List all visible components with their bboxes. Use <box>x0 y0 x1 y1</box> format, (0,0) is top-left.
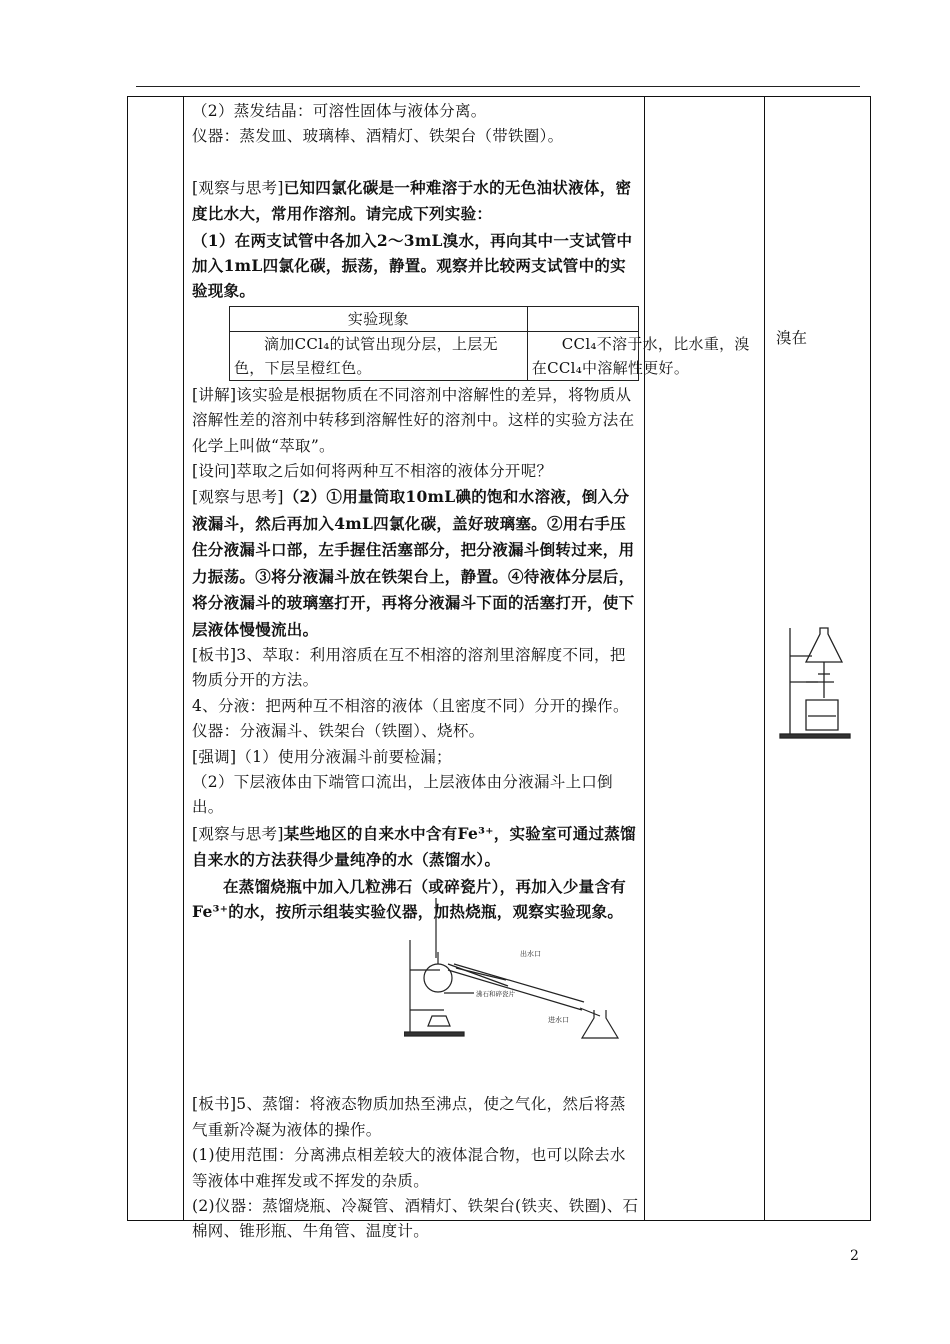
distillation-range: (1)使用范围：分离沸点相差较大的液体混合物，也可以除去水等液体中难挥发或不挥发的杂质。 <box>192 1146 626 1190</box>
separation-definition: 4、分液：把两种互不相溶的液体（且密度不同）分开的操作。 <box>192 696 629 715</box>
table-header-empty <box>527 306 638 331</box>
header-rule <box>136 86 860 87</box>
column-divider <box>644 96 645 1221</box>
question: [设问]萃取之后如何将两种互不相溶的液体分开呢？ <box>192 462 553 481</box>
distillation-procedure: 在蒸馏烧瓶中加入几粒沸石（或碎瓷片），再加入少量含有Fe³⁺的水，按所示组装实验仪器，加热烧瓶，观察实验现象。 <box>192 876 627 921</box>
table-header: 实验现象 <box>230 306 528 331</box>
distillation-instruments: (2)仪器：蒸馏烧瓶、冷凝管、酒精灯、铁架台(铁夹、铁圈)、石棉网、锥形瓶、牛角管、温度计。 <box>192 1197 639 1241</box>
table-cell-phenomenon: 滴加CCl₄的试管出现分层，上层无色，下层呈橙红色。 <box>230 331 528 380</box>
separatory-funnel-figure <box>778 622 856 740</box>
observe-think-2: [观察与思考]（2）①用量筒取10mL碘的饱和水溶液，倒入分液漏斗，然后再加入4mL四氯化碳，盖好玻璃塞。②用右手压住分液漏斗口部，左手握住活塞部分，把分液漏斗倒转过来，用力振荡。③将分液漏斗放在铁架台上，静置。④待液体分层后，将分液漏斗的玻璃塞打开，再将分液漏斗下面的活塞打开，使下层液体慢慢流出。 <box>192 487 635 639</box>
separation-instruments: 仪器：分液漏斗、铁架台（铁圈）、烧杯。 <box>192 722 485 741</box>
column-divider <box>764 96 765 1221</box>
side-note: 溴在 <box>776 329 808 347</box>
lesson-content <box>192 99 750 1245</box>
stress-1: [强调]（1）使用分液漏斗前要检漏； <box>192 747 452 766</box>
stress-2: （2）下层液体由下端管口流出，上层液体由分液漏斗上口倒出。 <box>192 772 613 817</box>
water-out-label: 出水口 <box>520 950 541 958</box>
board-extraction: [板书]3、萃取：利用溶质在互不相溶的溶剂里溶解度不同，把物质分开的方法。 <box>192 645 626 690</box>
explanation: [讲解]该实验是根据物质在不同溶剂中溶解性的差异，将物质从溶解性差的溶剂中转移到溶解性好的溶剂中。这样的实验方法在化学上叫做“萃取”。 <box>192 385 635 455</box>
water-in-label: 进水口 <box>548 1016 569 1024</box>
evaporation-heading: （2）蒸发结晶：可溶性固体与液体分离。 <box>192 102 487 120</box>
page-number: 2 <box>850 1248 859 1264</box>
observe-think-1: [观察与思考]已知四氯化碳是一种难溶于水的无色油状液体，密度比水大，常用作溶剂。请完成下列实验： <box>192 177 632 224</box>
observation-table <box>229 306 750 381</box>
board-distillation: [板书]5、蒸馏：将液态物质加热至沸点，使之气化，然后将蒸气重新冷凝为液体的操作。 <box>192 1095 626 1139</box>
table-cell-conclusion: CCl₄不溶于水，比水重，溴在CCl₄中溶解性更好。 <box>527 331 638 380</box>
tag: [观察与思考] <box>192 178 284 197</box>
column-divider <box>183 96 184 1221</box>
distillation-apparatus-figure <box>404 898 636 1040</box>
observe-think-3: [观察与思考]某些地区的自来水中含有Fe³⁺，实验室可通过蒸馏自来水的方法获得少量纯净的水（蒸馏水）。 <box>192 823 636 870</box>
boiling-chips-label: 沸石和碎瓷片 <box>476 990 515 998</box>
evaporation-instruments: 仪器：蒸发皿、玻璃棒、酒精灯、铁架台（带铁圈）。 <box>192 127 564 146</box>
experiment-step-1: （1）在两支试管中各加入2～3mL溴水，再向其中一支试管中加入1mL四氯化碳，振荡，静置。观察并比较两支试管中的实验现象。 <box>192 230 633 301</box>
